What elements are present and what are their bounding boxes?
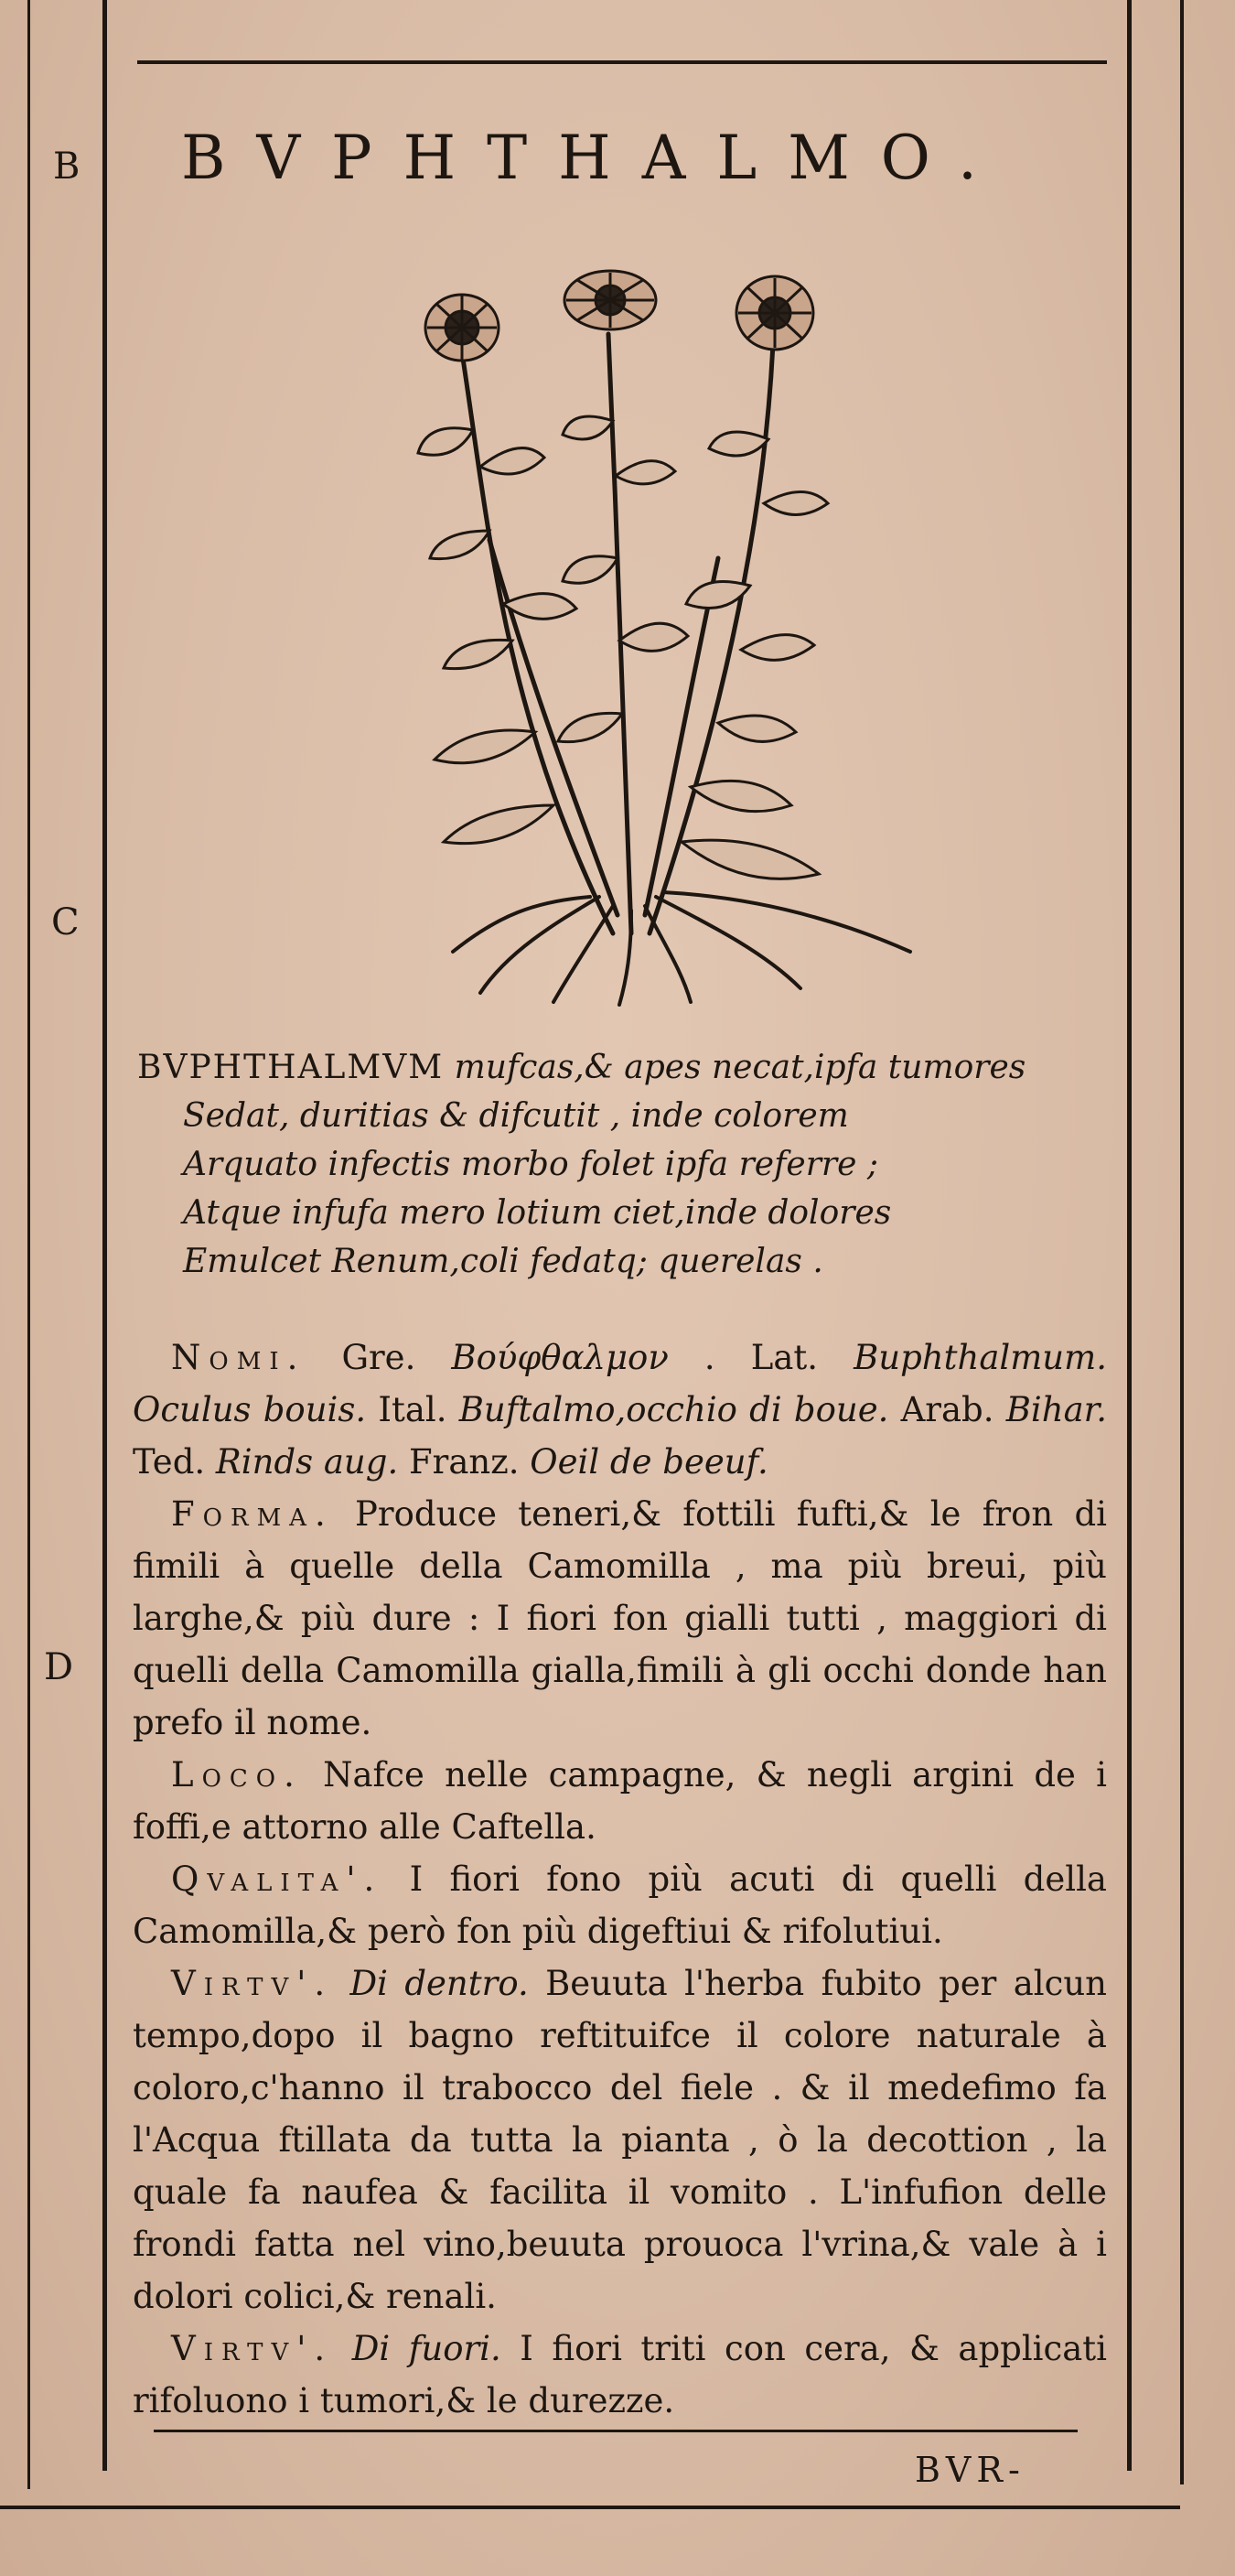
virtu-fuori-text: I fiori triti con cera, & applicati rifoluono i tumori,& le durezze. — [133, 2329, 1108, 2420]
virtu-fuori-paragraph — [133, 2323, 1107, 2427]
forma-paragraph — [133, 1488, 1107, 1749]
loco-paragraph — [133, 1749, 1107, 1853]
forma-label: Forma. — [171, 1494, 334, 1534]
inner-right-rule — [1127, 0, 1132, 2471]
virtu-fuori-label: Virtv'. — [171, 2329, 334, 2368]
poem-line-1 — [137, 1043, 1107, 1092]
loco-label: Loco. — [171, 1755, 303, 1795]
nomi-paragraph — [133, 1331, 1107, 1488]
poem-line-1-text: mufcas,& apes necat,ipfa tumores — [454, 1049, 1026, 1086]
nomi-ted: Ted. — [133, 1442, 206, 1482]
margin-letter-c: C — [51, 901, 80, 943]
nomi-arab-name: Bihar. — [1005, 1390, 1108, 1429]
poem-line-5: Emulcet Renum,coli fedatq; querelas . — [183, 1243, 823, 1280]
page-title: BVPHTHALMO. — [181, 123, 1008, 193]
virtu-dentro-sub: Di dentro. — [349, 1964, 529, 2003]
flower-head-center — [564, 271, 656, 329]
forma-text: Produce teneri,& fottili fufti,& le fron di fimili à quelle della Camomilla , ma più breui, più larghe,& più dure : I fiori fon gialli tutti , maggiori di quelli della Camomilla gialla,fimili à gli occhi donde han prefo il nome. — [133, 1494, 1108, 1742]
bottom-edge-rule — [0, 2506, 1180, 2509]
nomi-arab: Arab. — [900, 1390, 994, 1429]
poem-line-3: Arquato infectis morbo folet ipfa referre ; — [183, 1146, 879, 1183]
top-rule — [137, 60, 1107, 64]
bottom-rule — [154, 2430, 1078, 2432]
left-margin-rule — [27, 0, 30, 2489]
flower-head-left — [425, 295, 499, 361]
virtu-dentro-text: Beuuta l'herba fubito per alcun tempo,dopo il bagno reftituifce il colore naturale à coloro,c'hanno il trabocco del fiele . & il medefimo fa l'Acqua ftillata da tutta la pianta , ò la decottion , la quale fa naufea & facilita il vomito . L'infufion delle frondi fatta nel vino,beuuta prouoca l'vrina,& vale à i dolori colici,& renali. — [133, 1964, 1107, 2316]
virtu-dentro-paragraph — [133, 1957, 1107, 2323]
nomi-greek: Βούφθαλμον — [451, 1338, 669, 1377]
inner-left-rule — [102, 0, 107, 2471]
loco-text: Nafce nelle campagne, & negli argini de i foffi,e attorno alle Caftella. — [133, 1755, 1107, 1847]
poem-line-2: Sedat, duritias & difcutit , inde colorem — [183, 1097, 849, 1135]
nomi-label: Nomi. — [171, 1338, 306, 1377]
virtu-fuori-sub: Di fuori. — [351, 2329, 501, 2368]
nomi-gre: Gre. — [341, 1338, 416, 1377]
nomi-oculus: Oculus bouis. — [133, 1390, 367, 1429]
body-text — [133, 1331, 1107, 2427]
nomi-ital: Ital. — [378, 1390, 447, 1429]
nomi-franz-name: Oeil de beeuf. — [530, 1442, 768, 1482]
poem-lead-word: BVPHTHALMVM — [137, 1049, 445, 1086]
qualita-text: I fiori fono più acuti di quelli della Camomilla,& però fon più digeftiui & rifolutiui. — [133, 1859, 1107, 1951]
qualita-label: Qvalita'. — [171, 1859, 383, 1899]
margin-letter-b: B — [53, 146, 81, 188]
qualita-paragraph — [133, 1853, 1107, 1957]
poem-line-4: Atque infufa mero lotium ciet,inde dolores — [183, 1194, 892, 1232]
nomi-ital-name: Buftalmo,occhio di boue. — [458, 1390, 889, 1429]
flower-head-right — [736, 276, 813, 350]
nomi-ted-name: Rinds aug. — [215, 1442, 399, 1482]
catchword: BVR- — [915, 2450, 1026, 2490]
nomi-lat: . Lat. — [703, 1338, 819, 1377]
outer-right-rule — [1180, 0, 1184, 2484]
nomi-franz: Franz. — [408, 1442, 520, 1482]
margin-letter-d: D — [44, 1646, 74, 1688]
nomi-lat-name: Buphthalmum. — [854, 1338, 1107, 1377]
latin-poem — [137, 1043, 1107, 1286]
plant-woodcut-illustration — [416, 256, 929, 1011]
virtu-dentro-label: Virtv'. — [171, 1964, 334, 2003]
